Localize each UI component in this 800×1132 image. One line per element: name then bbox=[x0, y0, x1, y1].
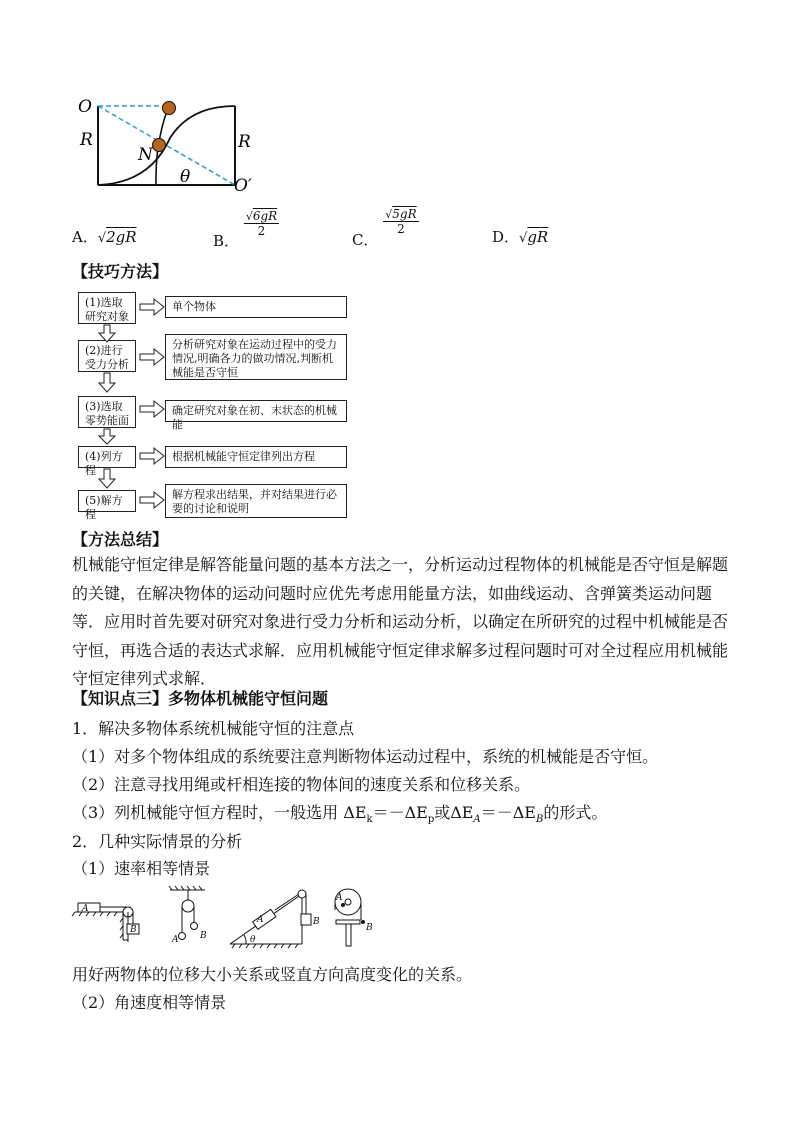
label-theta: θ bbox=[180, 167, 191, 187]
option-c: C． $\frac{√5gR}{2}$ bbox=[352, 207, 417, 249]
note-rate-equal: 用好两物体的位移大小关系或竖直方向高度变化的关系。 bbox=[72, 965, 473, 984]
rate-equal-scenes bbox=[70, 882, 373, 952]
scene4-label-B: B bbox=[366, 923, 373, 933]
item-1-3: （3）列机械能守恒方程时，一般选用 $\Delta E_k=-\Delta E_p$或$\Delta E_A=-\Delta E_B$的形式。 bbox=[72, 803, 608, 826]
option-d: D．√gR bbox=[492, 228, 549, 246]
flow-step-2-left: (2)进行受力分析 bbox=[78, 340, 136, 372]
flow-step-4-right: 根据机械能守恒定律列出方程 bbox=[165, 446, 347, 468]
scene3-label-A: A bbox=[257, 915, 264, 925]
flow-step-5-right: 解方程求出结果，并对结果进行必要的讨论和说明 bbox=[165, 484, 347, 518]
flow-step-5-left: (5)解方程 bbox=[78, 490, 136, 512]
scene4-label-A: A bbox=[336, 893, 343, 903]
label-O-prime: O′ bbox=[234, 176, 252, 196]
flow-step-3-right: 确定研究对象在初、末状态的机械能 bbox=[165, 400, 347, 422]
heading-skill-method: 【技巧方法】 bbox=[72, 262, 169, 281]
scene1-label-B: B bbox=[130, 925, 137, 935]
heading-method-summary: 【方法总结】 bbox=[72, 530, 169, 549]
summary-paragraph: 机械能守恒定律是解答能量问题的基本方法之一，分析运动过程物体的机械能是否守恒是解题的关键，在解决物体的运动问题时应优先考虑用能量方法，如曲线运动、含弹簧类运动问题等．应用时首先要对研究对象进行受力分析和运动分析，以确定在所研究的过程中机械能是否守恒，再选合适的表达式求解．应用机械能守恒定律求解多过程问题时可对全过程应用机械能守恒定律列式求解． bbox=[72, 555, 729, 688]
scene3-label-B: B bbox=[313, 917, 320, 927]
flow-step-1-left: (1)选取研究对象 bbox=[78, 292, 136, 324]
item-1-1: （1）对多个物体组成的系统要注意判断物体运动过程中，系统的机械能是否守恒。 bbox=[72, 747, 659, 766]
item-1: 1．解决多物体系统机械能守恒的注意点 bbox=[72, 719, 355, 738]
scene2-label-A: A bbox=[172, 935, 179, 945]
option-b: B． $\frac{√6gR}{2}$ bbox=[213, 209, 278, 250]
flowchart-arrows bbox=[78, 290, 168, 520]
flow-step-1-right: 单个物体 bbox=[165, 296, 347, 318]
scene1-label-A: A bbox=[82, 904, 89, 914]
flow-step-3-left: (3)选取零势能面 bbox=[78, 396, 136, 428]
item-2-1: （1）速率相等情景 bbox=[72, 859, 211, 878]
label-N: N bbox=[138, 145, 153, 165]
label-R-left: R bbox=[80, 130, 93, 150]
scene3-label-theta: θ bbox=[250, 935, 256, 945]
item-1-2: （2）注意寻找用绳或杆相连接的物体间的速度关系和位移关系。 bbox=[72, 775, 531, 794]
quarter-circle-figure bbox=[70, 88, 270, 200]
item-2-2: （2）角速度相等情景 bbox=[72, 993, 227, 1012]
flow-step-2-right: 分析研究对象在运动过程中的受力情况,明确各力的做功情况,判断机械能是否守恒 bbox=[165, 334, 347, 380]
heading-knowledge-point-3: 【知识点三】多物体机械能守恒问题 bbox=[72, 689, 329, 708]
item-2: 2．几种实际情景的分析 bbox=[72, 832, 243, 851]
scene2-label-B: B bbox=[200, 931, 207, 941]
label-O: O bbox=[78, 97, 92, 117]
option-a: A．√2gR bbox=[72, 228, 137, 246]
label-R-right: R bbox=[238, 132, 251, 152]
flow-step-4-left: (4)列方程 bbox=[78, 446, 136, 468]
